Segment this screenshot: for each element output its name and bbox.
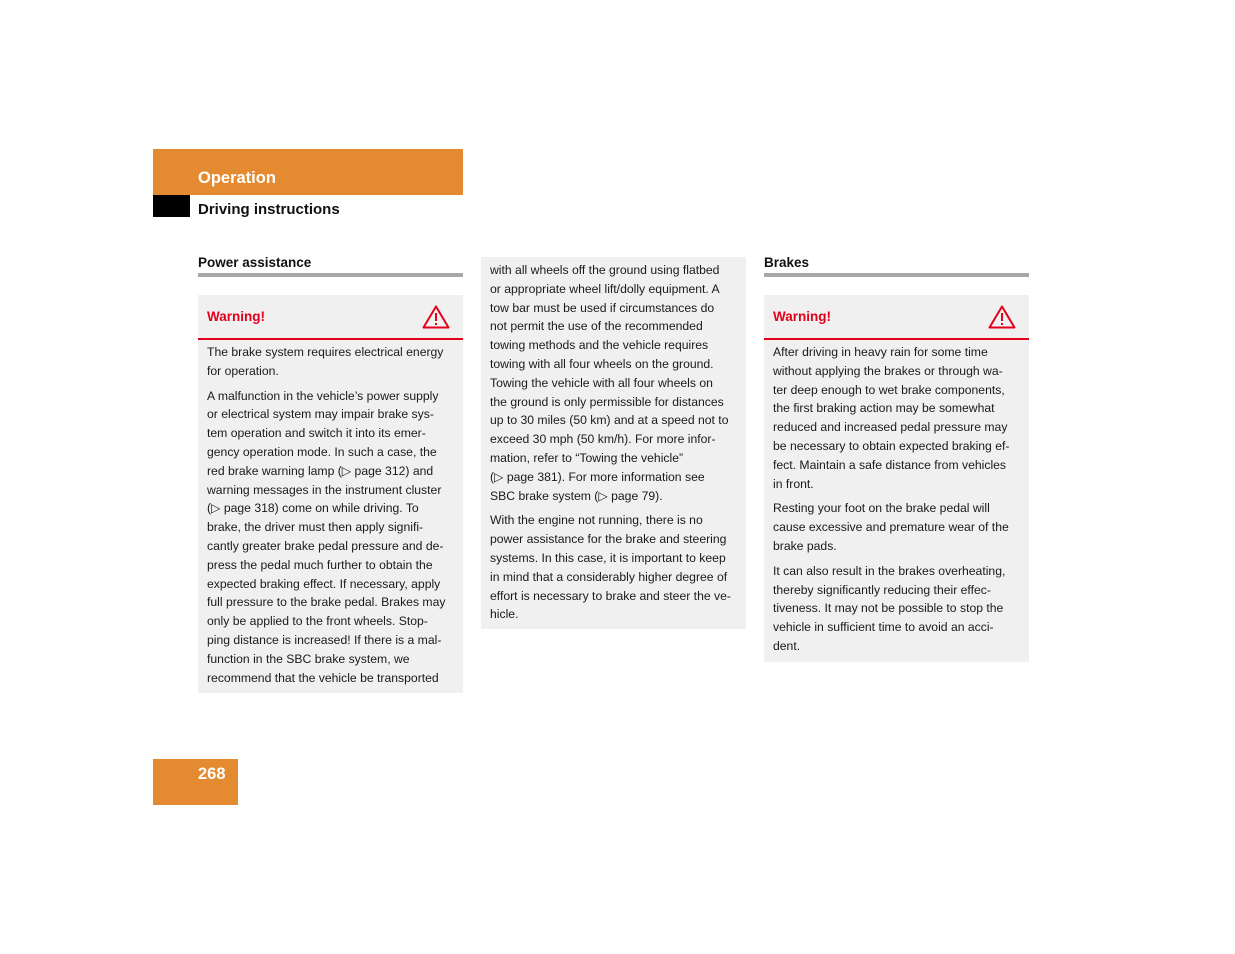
warning-body (207, 343, 455, 693)
paragraph: Resting your foot on the brake pedal will cause excessive and premature wear of the brake pads. (773, 501, 1009, 553)
power-assistance-heading: Power assistance (198, 255, 312, 270)
warning-label: Warning! (207, 309, 265, 324)
brakes-rule (764, 273, 1029, 277)
paragraph: It can also result in the brakes overheating, thereby significantly reducing their effec- tiveness. It may not be possible to stop the vehicle in sufficient time to avoid an acci- dent. (773, 563, 1006, 653)
warning-triangle-icon (988, 305, 1016, 329)
continuation-body (490, 261, 738, 630)
brakes-heading: Brakes (764, 255, 810, 270)
paragraph: A malfunction in the vehicle’s power supply or electrical system may impair brake sys- tem operation and switch it into its emer- gency operation mode. In such a case, the red brake warning lamp (▷ page 312) and warning messages in the instrument cluster (▷ page 318) come on while driving. To brake, the driver must then apply signifi- cantly greater brake pedal pressure and de- press the pedal much further to obtain the expected braking effect. If necessary, apply full pressure to the brake pedal. Brakes may only be applied to the front wheels. Stop- ping distance is increased! If there is a mal- function in the SBC brake system, we recommend that the vehicle be transported (207, 388, 446, 685)
warning-body (773, 343, 1021, 662)
warning-triangle-icon (422, 305, 450, 329)
warning-header (198, 295, 463, 340)
paragraph: With the engine not running, there is no power assistance for the brake and steering systems. In this case, it is important to keep in mind that a considerably higher degree of effort is necessary to brake and steer the ve- hicle. (490, 513, 731, 622)
section-title: Driving instructions (198, 201, 340, 218)
warning-header (764, 295, 1029, 340)
paragraph: After driving in heavy rain for some time without applying the brakes or through wa- ter deep enough to wet brake components, the first braking action may be somewhat reduced and increased pedal pressure may be necessary to obtain expected braking ef- fect. Maintain a safe distance from vehicles in front. (773, 345, 1010, 491)
power-assistance-warning-box (198, 295, 463, 693)
continuation-box (481, 257, 746, 629)
warning-label: Warning! (773, 309, 831, 324)
page-number: 268 (198, 765, 226, 783)
chapter-title: Operation (198, 169, 276, 187)
paragraph: with all wheels off the ground using flatbed or appropriate wheel lift/dolly equipment. A tow bar must be used if circumstances do not permit the use of the recommended towing methods and the vehicle requires towing with all four wheels on the ground. Towing the vehicle with all four wheels on the ground is only permissible for distances up to 30 miles (50 km) and at a speed not to exceed 30 mph (50 km/h). For more infor- mation, refer to “Towing the vehicle” (▷ page 381). For more information see SBC brake system (▷ page 79). (490, 263, 729, 503)
brakes-warning-box (764, 295, 1029, 662)
power-assistance-rule (198, 273, 463, 277)
paragraph: The brake system requires electrical energy for operation. (207, 345, 444, 378)
section-marker (153, 195, 190, 217)
